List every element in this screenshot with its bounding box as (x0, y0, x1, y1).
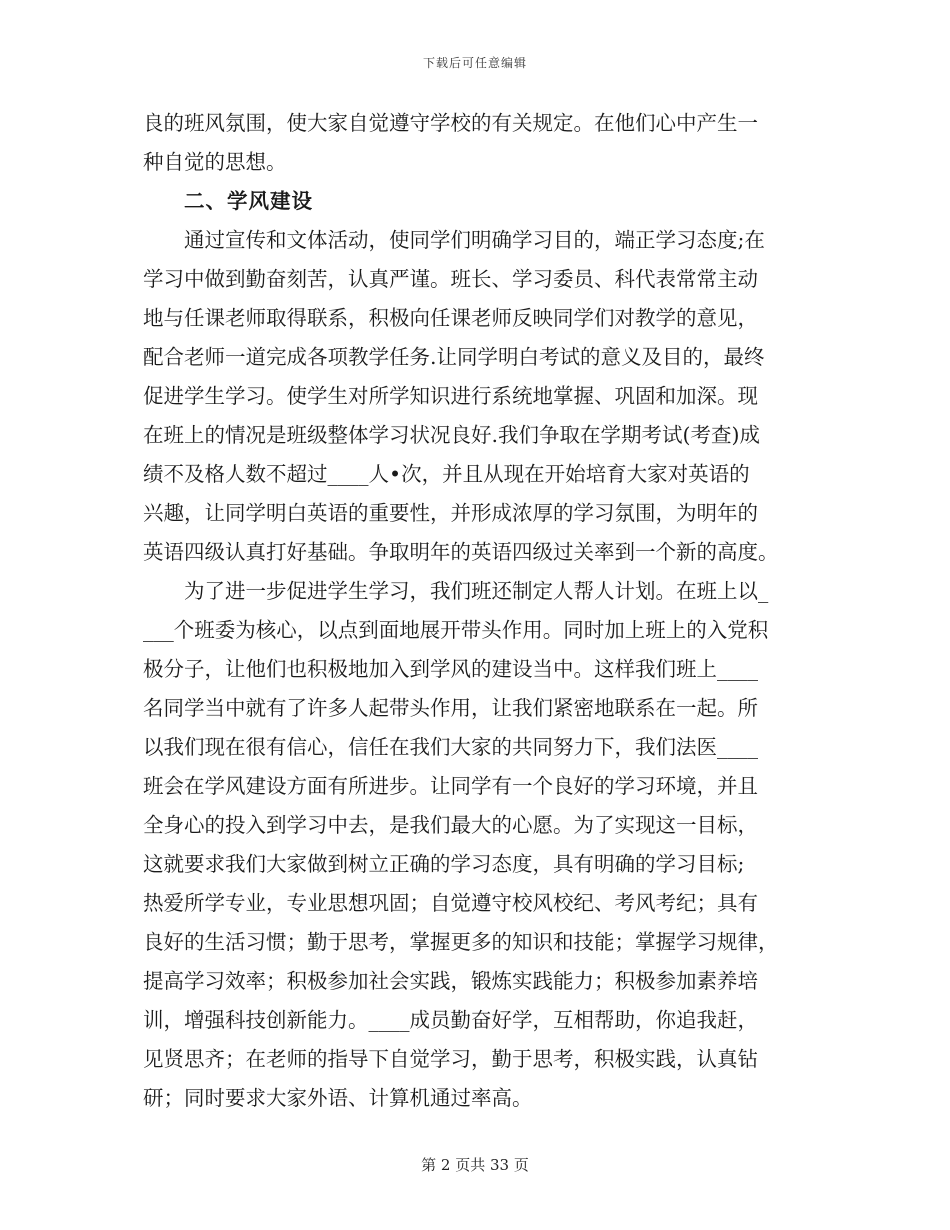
text-line: 研；同时要求大家外语、计算机通过率高。 (143, 1086, 533, 1110)
text-line: 兴趣，让同学明白英语的重要性，并形成浓厚的学习氛围，为明年的 (143, 501, 758, 525)
text-line: 良的班风氛围，使大家自觉遵守学校的有关规定。在他们心中产生一 (143, 111, 758, 135)
text-line: 热爱所学专业，专业思想巩固；自觉遵守校风校纪、考风考纪；具有 (143, 891, 758, 915)
page-header: 下载后可任意编辑 (422, 56, 527, 70)
text-line: 见贤思齐；在老师的指导下自觉学习，勤于思考，积极实践，认真钻 (143, 1047, 758, 1071)
text-line: 学习中做到勤奋刻苦，认真严谨。班长、学习委员、科代表常常主动 (143, 267, 758, 291)
text-line: 极分子，让他们也积极地加入到学风的建设当中。这样我们班上____ (143, 657, 758, 681)
text-line: 为了进一步促进学生学习，我们班还制定人帮人计划。在班上以_ (184, 579, 769, 603)
page-number: 第 2 页共 33 页 (421, 1156, 529, 1174)
body-text (143, 104, 809, 1118)
section-heading: 二、学风建设 (184, 189, 313, 213)
text-line: 在班上的情况是班级整体学习状况良好.我们争取在学期考试(考查)成 (143, 423, 761, 447)
text-line: ___个班委为核心，以点到面地展开带头作用。同时加上班上的入党积 (143, 618, 769, 642)
text-line: 训，增强科技创新能力。____成员勤奋好学，互相帮助，你追我赶， (143, 1008, 758, 1032)
text-line: 班会在学风建设方面有所进步。让同学有一个良好的学习环境，并且 (143, 774, 758, 798)
text-line: 促进学生学习。使学生对所学知识进行系统地掌握、巩固和加深。现 (143, 384, 758, 408)
text-line: 以我们现在很有信心，信任在我们大家的共同努力下，我们法医____ (143, 735, 758, 759)
text-line: 良好的生活习惯；勤于思考，掌握更多的知识和技能；掌握学习规律， (143, 930, 779, 954)
text-line: 配合老师一道完成各项教学任务.让同学明白考试的意义及目的，最终 (143, 345, 765, 369)
text-line: 通过宣传和文体活动，使同学们明确学习目的，端正学习态度;在 (184, 228, 765, 252)
text-line: 名同学当中就有了许多人起带头作用，让我们紧密地联系在一起。所 (143, 696, 758, 720)
text-line: 英语四级认真打好基础。争取明年的英语四级过关率到一个新的高度。 (143, 540, 779, 564)
text-line: 种自觉的思想。 (143, 150, 287, 174)
text-line: 全身心的投入到学习中去，是我们最大的心愿。为了实现这一目标， (143, 813, 758, 837)
text-line: 地与任课老师取得联系，积极向任课老师反映同学们对教学的意见， (143, 306, 758, 330)
text-line: 绩不及格人数不超过____人•次，并且从现在开始培育大家对英语的 (143, 462, 750, 486)
text-line: 提高学习效率；积极参加社会实践，锻炼实践能力；积极参加素养培 (143, 969, 758, 993)
text-line: 这就要求我们大家做到树立正确的学习态度，具有明确的学习目标; (143, 852, 745, 876)
